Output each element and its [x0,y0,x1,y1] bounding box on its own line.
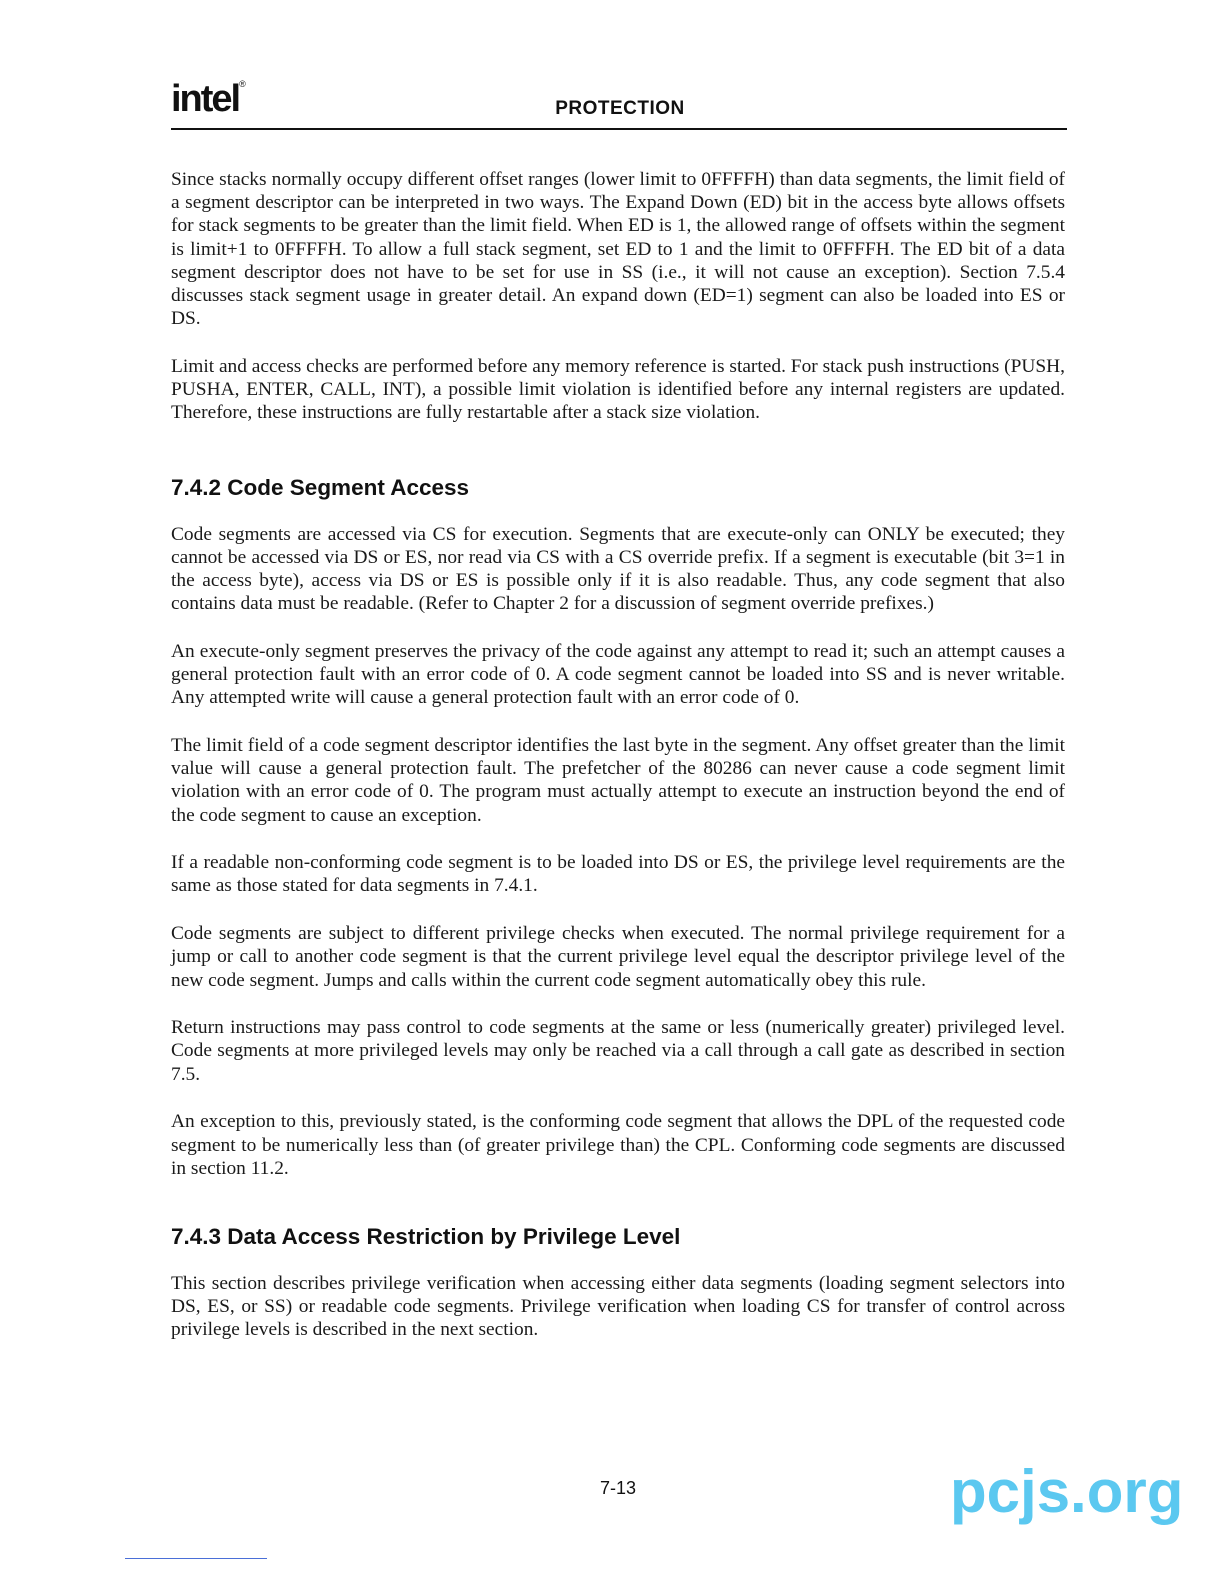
paragraph-code-access: Code segments are accessed via CS for execution. Segments that are execute-only can ONLY be executed; they cannot be accessed via DS or ES, nor read via CS with a CS override prefix. If a segment is executable (bit 3=1 in the access byte), access via DS or ES is possible only if it is also readable. Thus, any code segment that also contains data must be readable. (Refer to Chapter 2 for a discussion of segment override prefixes.) [171,523,1065,615]
page-content [171,168,1065,1366]
intel-logo: intel® [171,78,246,120]
logo-text: intel [171,78,240,120]
paragraph-return-instructions: Return instructions may pass control to code segments at the same or less (numerically greater) privileged level. Code segments at more privileged levels may only be reached via a call through a call gate as described in section 7.5. [171,1017,1065,1085]
paragraph-data-access-restriction: This section describes privilege verification when accessing either data segments (loading segment selectors into DS, ES, or SS) or readable code segments. Privilege verification when loading CS for transfer of control across privilege levels is described in the next section. [171,1273,1065,1341]
paragraph-code-limit: The limit field of a code segment descriptor identifies the last byte in the segment. Any offset greater than the limit value will cause a general protection fault. The prefetcher of the 80286 can never cause a code segment limit violation with an error code of 0. The program must actually attempt to execute an instruction beyond the end of the code segment to cause an exception. [171,734,1065,826]
page-number: 7-13 [599,1478,637,1498]
paragraph-privilege-checks: Code segments are subject to different privilege checks when executed. The normal privilege requirement for a jump or call to another code segment is that the current privilege level equal the descriptor privilege level of the new code segment. Jumps and calls within the current code segment automatically obey this rule. [171,923,1065,991]
running-head: PROTECTION [555,98,685,119]
section-heading-743: 7.4.3 Data Access Restriction by Privilege Level [171,1224,681,1249]
bottom-divider [125,1558,267,1559]
paragraph-stack-limits: Since stacks normally occupy different offset ranges (lower limit to 0FFFFH) than data segments, the limit field of a segment descriptor can be interpreted in two ways. The Expand Down (ED) bit in the access byte allows offsets for stack segments to be greater than the limit field. When ED is 1, the allowed range of offsets within the segment is limit+1 to 0FFFFH. To allow a full stack segment, set ED to 1 and the limit to 0FFFFH. The ED bit of a data segment descriptor does not have to be set for use in SS (i.e., it will not cause an exception). Section 7.5.4 discusses stack segment usage in greater detail. An expand down (ED=1) segment can also be loaded into ES or DS. [171,169,1065,330]
paragraph-limit-checks: Limit and access checks are performed before any memory reference is started. For stack push instructions (PUSH, PUSHA, ENTER, CALL, INT), a possible limit violation is identified before any internal registers are updated. Therefore, these instructions are fully restartable after a stack size violation. [171,355,1065,424]
header-rule [171,128,1067,130]
paragraph-readable-nonconforming: If a readable non-conforming code segment is to be loaded into DS or ES, the privilege level requirements are the same as those stated for data segments in 7.4.1. [171,852,1065,897]
pcjs-watermark: pcjs.org [950,1458,1184,1525]
section-heading-742: 7.4.2 Code Segment Access [171,474,470,500]
paragraph-execute-only: An execute-only segment preserves the privacy of the code against any attempt to read it; such an attempt causes a general protection fault with an error code of 0. A code segment cannot be loaded into SS and is never writable. Any attempted write will cause a general protection fault with an error code of 0. [171,640,1065,709]
paragraph-conforming-exception: An exception to this, previously stated, is the conforming code segment that allows the DPL of the requested code segment to be numerically less than (of greater privilege than) the CPL. Conforming code segments are discussed in section 11.2. [171,1111,1065,1179]
